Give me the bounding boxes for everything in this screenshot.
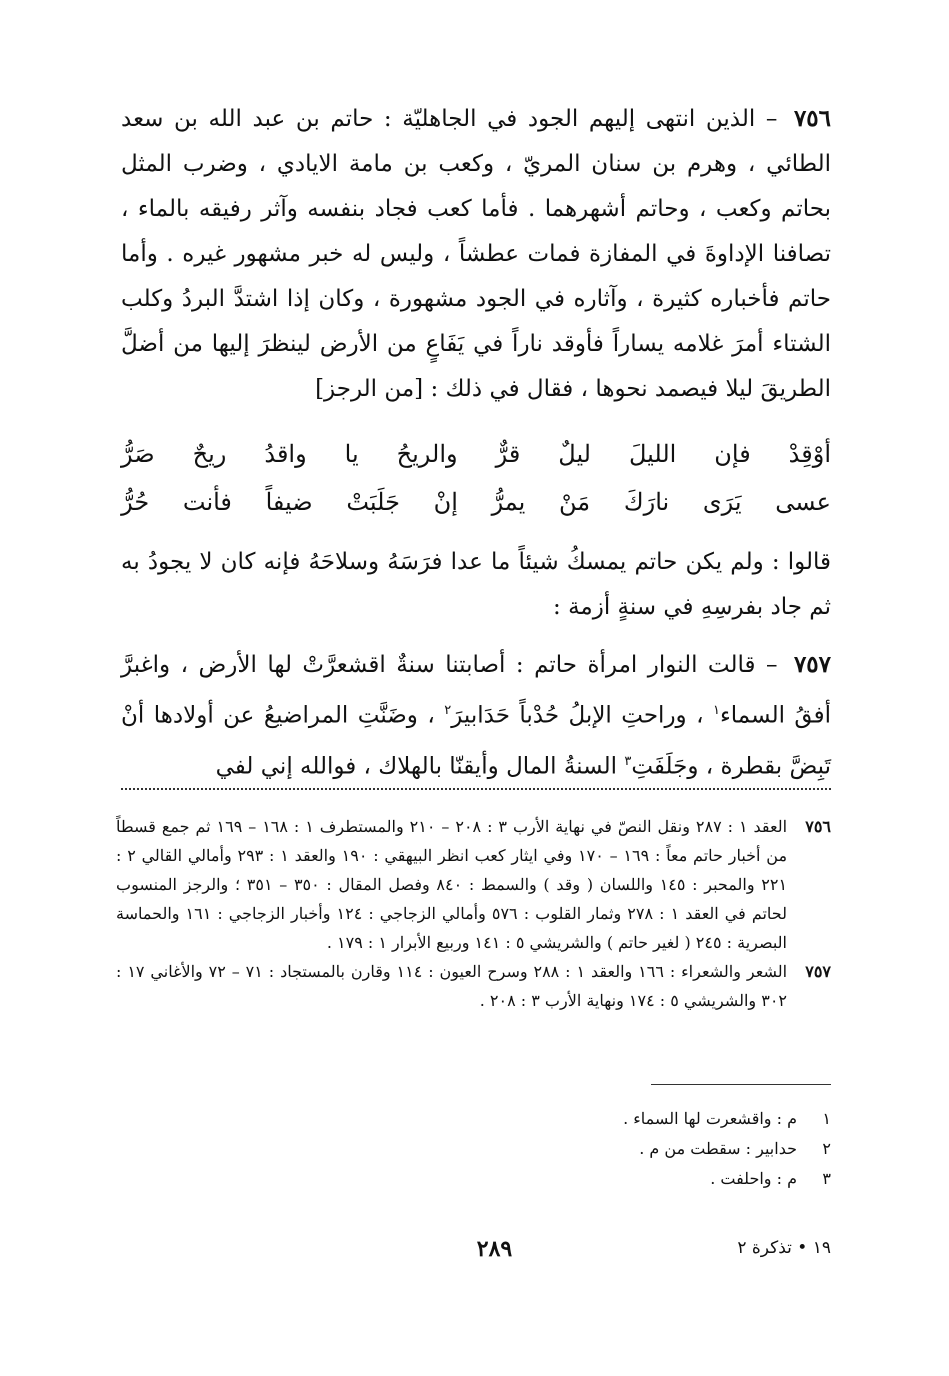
poem-word: حُرُّ — [121, 488, 150, 516]
poem-word: عسى — [775, 488, 831, 516]
poem-word: فأنت — [182, 488, 232, 516]
source-text: العقد ١ : ٢٨٧ ونقل النصّ في نهاية الأرب ٣ : ٢٠٨ – ٢١٠ والمستطرف ١ : ١٦٨ – ١٦٩ ثم جمع قسطاً من أخبار حاتم معاً : ١٦٩ – ١٧٠ وفي ايثار كعب انظر البيهقي : ١٩٠ والعقد ١ : ٢٩٣ وأمالي القالي ٢ : ٢٢١ والمحبر : ١٤٥ واللسان ( وقد ) والسمط : ٨٤٠ وفصل المقال : ٣٥٠ – ٣٥١ ؛ والرجز المنسوب لحاتم في العقد ١ : ٢٧٨ وثمار القلوب : ٥٧٦ وأمالي الزجاجي : ١٢٤ وأخبار الزجاجي : ١٦١ والحماسة البصرية : ٢٤٥ ( لغير حاتم ) والشريشي ٥ : ١٤١ وربيع الأبرار ١ : ١٧٩ . — [116, 817, 788, 952]
poem-word: واقدُ — [264, 440, 307, 468]
footnote-ref-3: ٣ — [624, 753, 632, 769]
poem-word: جَلَبَتْ — [346, 488, 400, 516]
poem — [121, 430, 831, 526]
poem-word: فإن — [714, 440, 751, 468]
source-entry-757 — [116, 957, 831, 1015]
footnotes-section — [331, 1104, 831, 1194]
signature-mark: ١٩ • تذكرة ٢ — [737, 1238, 831, 1258]
sources-section — [116, 812, 831, 1015]
entry-757-text: ، وضَنَّتِ المراضيعُ عن أولادها أنْ تَبِضَّ بقطرة ، وجَلَفَتِ — [121, 702, 831, 780]
entry-757-text: ، وراحتِ الإبلُ حُدْباً حَدَابيرَ — [451, 702, 713, 729]
entry-756-text: – الذين انتهى إليهم الجود في الجاهليّة : حاتم بن عبد الله بن سعد الطائي ، وهرم بن سنان المريّ ، وكعب بن مامة الايادي ، وضرب المثل بحاتم وكعب ، وحاتم أشهرهما . فأما كعب فجاد بنفسه وآثر رفيقه بالماء ، تصافنا الإداوةَ في المفازة فمات عطشاً ، وليس له خبر مشهور غيره . وأما حاتم فأخباره كثيرة ، وآثاره في الجود مشهورة ، وكان إذا اشتدَّ البردُ وكلب الشتاء أمرَ غلامه يساراً فأوقد ناراً في يَفَاعٍ من الأرض لينظرَ إليها من أضلَّ الطريقَ ليلا فيصمد نحوها ، فقال في ذلك : [من الرجز] — [121, 106, 831, 402]
footnote-ref-2: ٢ — [444, 703, 452, 718]
poem-line-1 — [121, 430, 831, 478]
footnote-number: ٣ — [822, 1169, 831, 1188]
poem-word: يَرَى — [702, 488, 742, 516]
entry-756-continuation: قالوا : ولم يكن حاتم يمسكُ شيئاً ما عدا فرَسَهُ وسلاحَهُ فإنه كان لا يجودُ به ثم جاد بفرسِهِ في سنةٍ أزمة : — [121, 549, 831, 620]
footnote-ref-1: ١ — [712, 703, 720, 718]
footnote-number: ٢ — [822, 1139, 831, 1158]
poem-word: والريحُ — [396, 440, 458, 468]
poem-word: نارَكَ — [623, 488, 670, 516]
footnote-divider — [651, 1084, 831, 1085]
entry-757-paragraph — [121, 642, 831, 789]
poem-word: يمرُّ — [491, 488, 526, 516]
footnote-1 — [331, 1104, 831, 1134]
footnote-3 — [331, 1164, 831, 1194]
poem-word: إنْ — [433, 488, 458, 516]
entry-756-number: ٧٥٦ — [793, 105, 832, 132]
source-text: الشعر والشعراء : ١٦٦ والعقد ١ : ٢٨٨ وسرح العيون : ١١٤ وقارن بالمستجاد : ٧١ – ٧٢ والأغاني ١٧ : ٣٠٢ والشريشي ٥ : ١٧٤ ونهاية الأرب ٣ : ٢٠٨ . — [116, 962, 788, 1010]
footnote-2 — [331, 1134, 831, 1164]
entry-757-text: السنةُ المال وأيقنّا بالهلاك ، فوالله إني لفي — [215, 753, 625, 780]
source-number: ٧٥٧ — [805, 962, 831, 981]
footnote-text: م : واحلفت . — [710, 1169, 797, 1188]
poem-word: ريحٌ — [192, 440, 227, 468]
poem-word: مَنْ — [559, 488, 591, 516]
source-number: ٧٥٦ — [805, 817, 831, 836]
source-entry-756 — [116, 812, 831, 957]
footnote-text: م : واقشعرت لها السماء . — [623, 1109, 797, 1128]
footnote-text: حدابير : سقطت من م . — [639, 1139, 797, 1158]
dotted-divider — [121, 788, 831, 790]
poem-word: ضيفاً — [265, 488, 313, 516]
page-number: ٢٨٩ — [476, 1236, 513, 1262]
poem-word: ليلٌ — [558, 440, 591, 468]
poem-word: قرٌّ — [495, 440, 521, 468]
footnote-number: ١ — [822, 1109, 831, 1128]
poem-word: الليلَ — [628, 440, 677, 468]
entry-756-paragraph — [121, 96, 831, 412]
entry-757-number: ٧٥٧ — [793, 651, 831, 678]
poem-word: صَرُّ — [121, 440, 155, 468]
entry-757-text: – قالت النوار امرأة حاتم : أصابتنا سنةٌ اقشعرَّتْ لها الأرض ، واغبرَّ أفقُ السماء — [121, 652, 831, 729]
poem-word: يا — [344, 440, 359, 468]
poem-line-2 — [121, 478, 831, 526]
poem-word: أوْقِدْ — [788, 440, 831, 468]
